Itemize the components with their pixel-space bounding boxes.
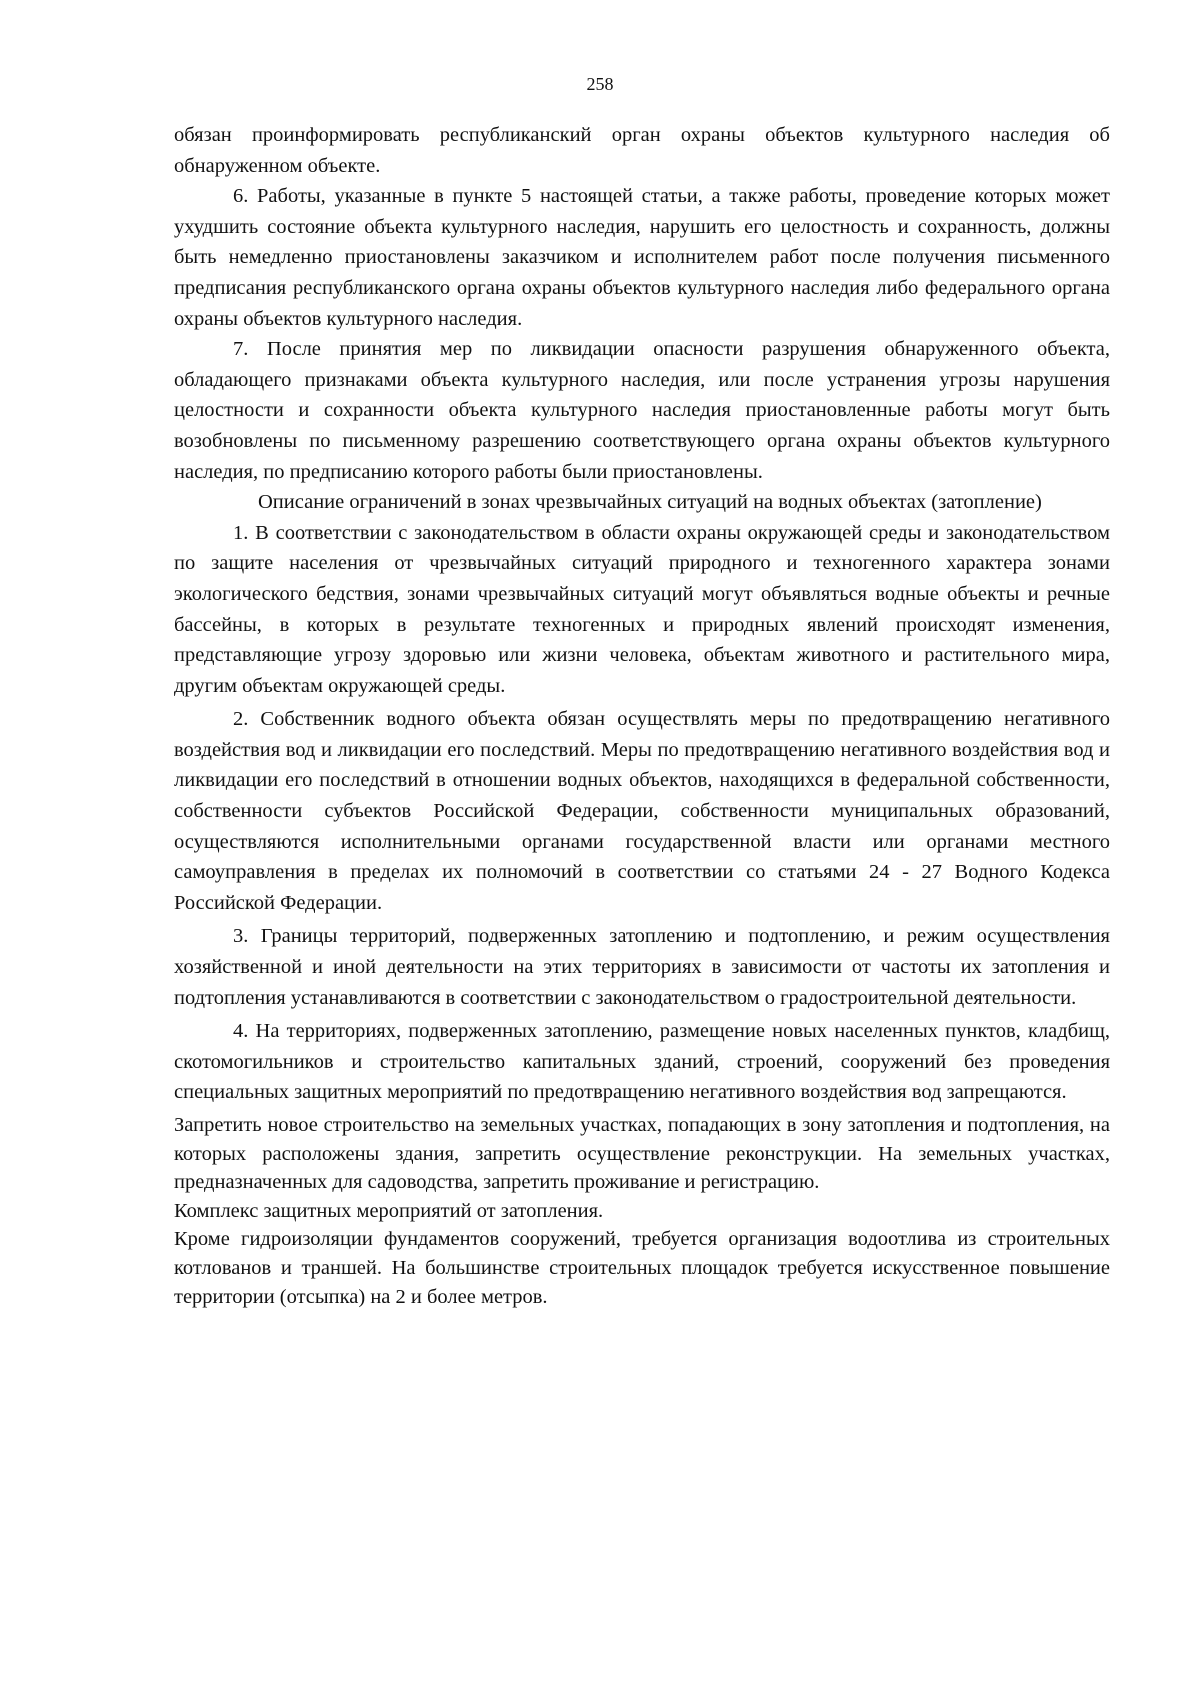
paragraph-prohibition: Запретить новое строительство на земельных участках, попадающих в зону затопления и подтопления, на которых расположены здания, запретить осуществление реконструкции. На земельных участках, предназначенных для садоводства, запретить проживание и регистрацию. xyxy=(174,1114,1110,1194)
page-number: 258 xyxy=(586,74,614,94)
paragraph-item-6: 6. Работы, указанные в пункте 5 настоящей статьи, а также работы, проведение которых может ухудшить состояние объекта культурного наследия, нарушить его целостность и сохранность, должны быть немедленно приостановлены заказчиком и исполнителем работ после получения письменного предписания республиканского органа охраны объектов культурного наследия либо федерального органа охраны объектов культурного наследия. xyxy=(174,185,1110,330)
paragraph-item-3: 3. Границы территорий, подверженных затоплению и подтоплению, и режим осуществления хозяйственной и иной деятельности на этих территориях в зависимости от частоты их затопления и подтопления устанавливаются в соответствии с законодательством о градостроительной деятельности. xyxy=(174,925,1110,1009)
paragraph-item-2: 2. Собственник водного объекта обязан осуществлять меры по предотвращению негативного воздействия вод и ликвидации его последствий. Меры по предотвращению негативного воздействия вод и ликвидации его последствий в отношении водных объектов, находящихся в федеральной собственности, собственности субъектов Российской Федерации, собственности муниципальных образований, осуществляются исполнительными органами государственной власти или органами местного самоуправления в пределах их полномочий в соответствии со статьями 24 - 27 Водного Кодекса Российской Федерации. xyxy=(174,708,1110,914)
paragraph-protection-measures: Кроме гидроизоляции фундаментов сооружений, требуется организация водоотлива из строительных котлованов и траншей. На большинстве строительных площадок требуется искусственное повышение территории (отсыпка) на 2 и более метров. xyxy=(174,1228,1110,1308)
paragraph-item-7: 7. После принятия мер по ликвидации опасности разрушения обнаруженного объекта, обладающего признаками объекта культурного наследия, или после устранения угрозы нарушения целостности и сохранности объекта культурного наследия приостановленные работы могут быть возобновлены по письменному разрешению соответствующего органа охраны объектов культурного наследия, по предписанию которого работы были приостановлены. xyxy=(174,338,1110,483)
section-heading: Описание ограничений в зонах чрезвычайных ситуаций на водных объектах (затопление) xyxy=(258,491,1042,514)
paragraph-item-4: 4. На территориях, подверженных затоплению, размещение новых населенных пунктов, кладбищ, скотомогильников и строительство капитальных зданий, строений, сооружений без проведения специальных защитных мероприятий по предотвращению негативного воздействия вод запрещаются. xyxy=(174,1020,1110,1104)
paragraph-continuation: обязан проинформировать республиканский орган охраны объектов культурного наследия об обнаруженном объекте. xyxy=(174,124,1110,177)
document-body xyxy=(174,120,1110,1311)
paragraph-protection-heading: Комплекс защитных мероприятий от затопления. xyxy=(174,1199,604,1222)
paragraph-item-1: 1. В соответствии с законодательством в области охраны окружающей среды и законодательством по защите населения от чрезвычайных ситуаций природного и техногенного характера зонами экологического бедствия, зонами чрезвычайных ситуаций могут объявляться водные объекты и речные бассейны, в которых в результате техногенных и природных явлений происходят изменения, представляющие угрозу здоровью или жизни человека, объектам животного и растительного мира, другим объектам окружающей среды. xyxy=(174,521,1110,697)
